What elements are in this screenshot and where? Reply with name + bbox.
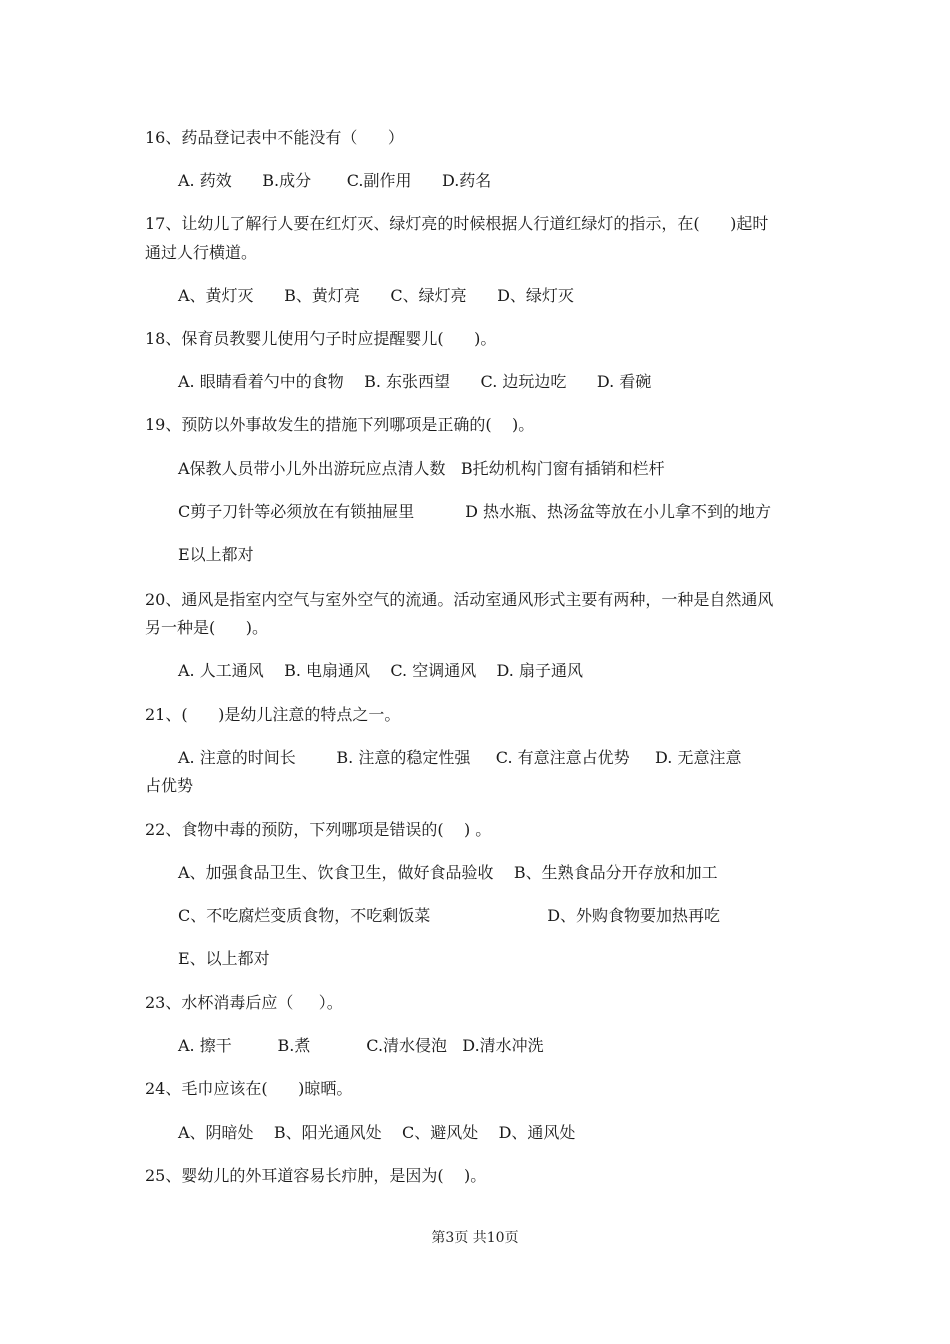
question-20-options: A. 人工通风 B. 电扇通风 C. 空调通风 D. 扇子通风 — [178, 661, 583, 680]
question-18-options: A. 眼睛看着勺中的食物 B. 东张西望 C. 边玩边吃 D. 看碗 — [178, 372, 652, 391]
page-footer: 第3页 共10页 — [431, 1230, 519, 1246]
question-25: 25、婴幼儿的外耳道容易长疖肿，是因为( )。 — [145, 1166, 487, 1185]
question-17-options: A、黄灯灭 B、黄灯亮 C、绿灯亮 D、绿灯灭 — [178, 286, 574, 305]
question-23-options: A. 擦干 B.煮 C.清水侵泡 D.清水冲洗 — [178, 1036, 544, 1055]
question-19-option-e: E以上都对 — [178, 545, 254, 564]
question-22-option-e: E、以上都对 — [178, 949, 270, 968]
question-22-options-ab: A、加强食品卫生、饮食卫生，做好食品验收 B、生熟食品分开存放和加工 — [178, 863, 718, 882]
question-20-cont: 另一种是( )。 — [145, 618, 269, 637]
question-16: 16、药品登记表中不能没有（ ） — [145, 128, 404, 147]
question-19-options-cd: C剪子刀针等必须放在有锁抽屉里 D 热水瓶、热汤盆等放在小儿拿不到的地方 — [178, 502, 772, 521]
question-24: 24、毛巾应该在( )晾晒。 — [145, 1079, 353, 1098]
question-20: 20、通风是指室内空气与室外空气的流通。活动室通风形式主要有两种，一种是自然通风 — [145, 590, 774, 609]
question-17: 17、让幼儿了解行人要在红灯灭、绿灯亮的时候根据人行道红绿灯的指示，在( )起时 — [145, 214, 769, 233]
question-22-options-cd: C、不吃腐烂变质食物，不吃剩饭菜 D、外购食物要加热再吃 — [178, 906, 721, 925]
question-18: 18、保育员教婴儿使用勺子时应提醒婴儿( )。 — [145, 329, 497, 348]
question-16-options: A. 药效 B.成分 C.副作用 D.药名 — [178, 171, 492, 190]
question-21-options: A. 注意的时间长 B. 注意的稳定性强 C. 有意注意占优势 D. 无意注意 — [178, 748, 742, 767]
question-23: 23、水杯消毒后应（ ）。 — [145, 993, 343, 1012]
question-21: 21、( )是幼儿注意的特点之一。 — [145, 705, 401, 724]
question-24-options: A、阴暗处 B、阳光通风处 C、避风处 D、通风处 — [178, 1123, 576, 1142]
question-19: 19、预防以外事故发生的措施下列哪项是正确的( )。 — [145, 415, 535, 434]
question-21-options-cont: 占优势 — [145, 776, 194, 795]
question-19-options-ab: A保教人员带小儿外出游玩应点清人数 B托幼机构门窗有插销和栏杆 — [178, 459, 665, 478]
question-17-cont: 通过人行横道。 — [145, 243, 258, 262]
question-22: 22、食物中毒的预防，下列哪项是错误的( ) 。 — [145, 820, 492, 839]
